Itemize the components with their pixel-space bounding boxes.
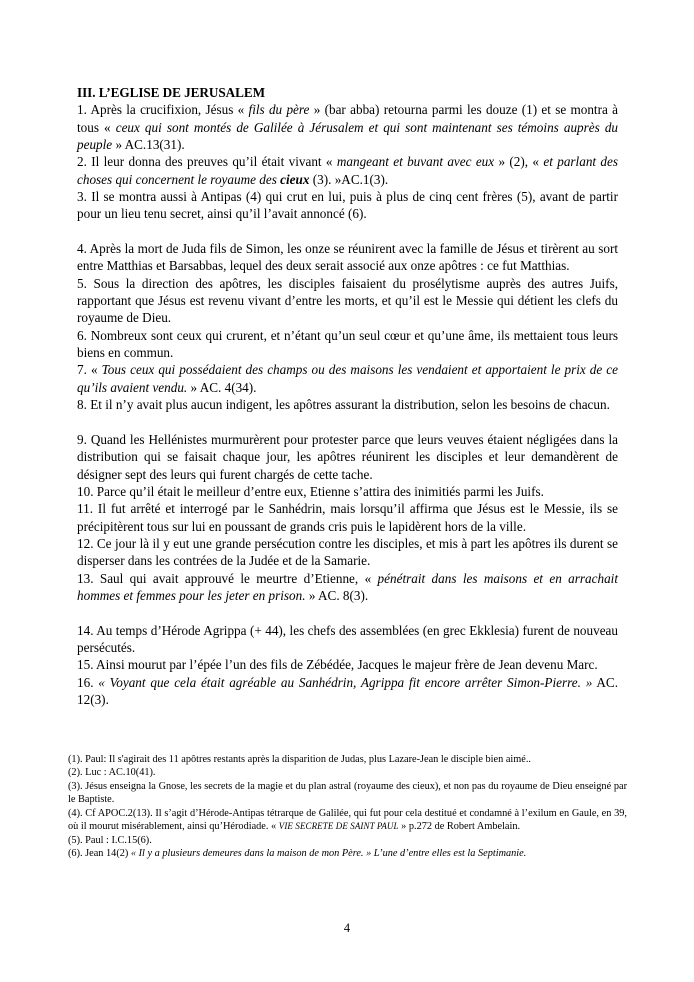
section-heading: III. L’EGLISE DE JERUSALEM: [77, 85, 266, 100]
paragraph-14: 14. Au temps d’Hérode Agrippa (+ 44), les chefs des assemblées (en grec Ekklesia) furent de nouveau persécutés.: [77, 622, 618, 655]
footnote-2: (2). Luc : AC.10(41).: [68, 767, 156, 779]
paragraph-15: 15. Ainsi mourut par l’épée l’un des fils de Zébédée, Jacques le majeur frère de Jean devenu Marc.: [77, 657, 598, 673]
paragraph-12: 12. Ce jour là il y eut une grande persécution contre les disciples, et mis à part les apôtres ils durent se disperser dans les contrées de la Judée et de la Samarie.: [77, 535, 618, 569]
paragraph-1: 1. Après la crucifixion, Jésus « fils du père » (bar abba) retourna parmi les douze (1) et se montra à tous « ceux qui sont montés de Galilée à Jérusalem et qui sont maintenant ses témoins auprès du peuple » AC.13(31).: [77, 102, 619, 152]
paragraph-10: 10. Parce qu’il était le meilleur d’entre eux, Etienne s’attira des inimitiés parmi les Juifs.: [77, 483, 544, 499]
paragraph-spacer-3: [77, 604, 618, 621]
paragraph-6: 6. Nombreux sont ceux qui crurent, et n’étant qu’un seul cœur et qu’une âme, ils mettaient tous leurs biens en commun.: [77, 327, 618, 361]
footnote-5: (5). Paul : I.C.15(6).: [68, 834, 152, 846]
document-body: [77, 84, 618, 708]
paragraph-3: 3. Il se montra aussi à Antipas (4) qui crut en lui, puis à plus de cinq cent frères (5), avant de partir pour un lieu tenu secret, ainsi qu’il l’avait annoncé (6).: [77, 189, 618, 222]
paragraph-4: 4. Après la mort de Juda fils de Simon, les onze se réunirent avec la famille de Jésus et tirèrent au sort entre Matthias et Barsabbas, lequel des deux serait associé aux onze apôtres : ce fut Matthias.: [77, 241, 618, 274]
page-number: 4: [343, 921, 351, 935]
paragraph-8: 8. Et il n’y avait plus aucun indigent, les apôtres assurant la distribution, selon les besoins de chacun.: [77, 397, 610, 413]
paragraph-5: 5. Sous la direction des apôtres, les disciples faisaient du prosélytisme auprès des autres Juifs, rapportant que Jésus est revenu vivant d’entre les morts, et qu’il est le Messie qui détient les clefs du royaume de Dieu.: [77, 275, 618, 326]
paragraph-2: 2. Il leur donna des preuves qu’il était vivant « mangeant et buvant avec eux » (2), « et parlant des choses qui concernent le royaume des cieux (3). »AC.1(3).: [77, 154, 618, 187]
paragraph-spacer-2: [77, 413, 618, 430]
paragraph-spacer-1: [77, 223, 618, 240]
paragraph-9: 9. Quand les Hellénistes murmurèrent pour protester parce que leurs veuves étaient négligées dans la distribution qui se faisait chaque jour, les apôtres réunirent les disciples et leur demandèrent de désigner sept des leurs qui furent chargés de cette tache.: [77, 431, 618, 482]
footnote-1: (1). Paul: Il s'agirait des 11 apôtres restants après la disparition de Judas, plus Lazare-Jean le disciple bien aimé..: [68, 754, 531, 765]
footnote-4: (4). Cf APOC.2(13). Il s’agit d’Hérode-Antipas tétrarque de Galilée, qui fut pour cela destitué et condamné à l’exilum en Gaule, en 39, où il mourut misérablement, ainsi qu’Hérodiade. « VIE SECRETE DE SAINT PAUL » p.272 de Robert Ambelain.: [68, 807, 627, 833]
footnotes-section: [68, 753, 627, 861]
paragraph-7: 7. « Tous ceux qui possédaient des champs ou des maisons les vendaient et apportaient le prix de ce qu’ils avaient vendu. » AC. 4(34).: [77, 362, 619, 395]
paragraph-13: 13. Saul qui avait approuvé le meurtre d’Etienne, « pénétrait dans les maisons et en arrachait hommes et femmes pour les jeter en prison. » AC. 8(3).: [77, 570, 618, 603]
paragraph-16: 16. « Voyant que cela était agréable au Sanhédrin, Agrippa fit encore arrêter Simon-Pierre. » AC. 12(3).: [77, 674, 618, 707]
footnote-6: (6). Jean 14(2) « Il y a plusieurs demeures dans la maison de mon Père. » L’une d’entre elles est la Septimanie.: [68, 848, 527, 860]
paragraph-11: 11. Il fut arrêté et interrogé par le Sanhédrin, mais lorsqu’il affirma que Jésus est le Messie, ils se précipitèrent tous sur lui en poussant de grands cris puis le lapidèrent hors de la ville.: [77, 501, 618, 534]
footnote-3: (3). Jésus enseigna la Gnose, les secrets de la magie et du plan astral (royaume des cieux), et non pas du royaume de Dieu enseigné par le Baptiste.: [68, 780, 627, 806]
